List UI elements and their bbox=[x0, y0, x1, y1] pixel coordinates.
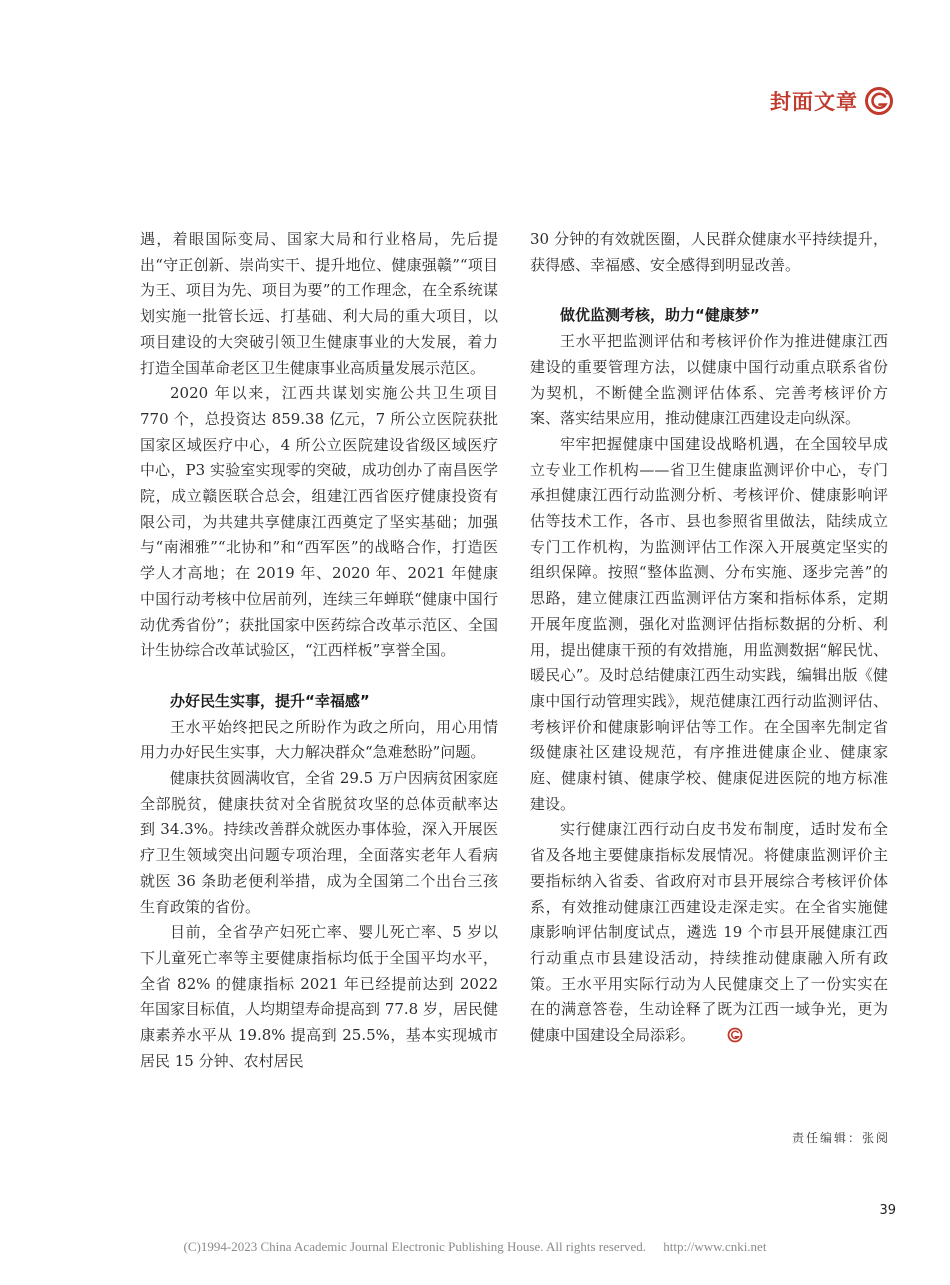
magazine-logo-icon bbox=[864, 86, 894, 116]
paragraph: 牢牢把握健康中国建设战略机遇，在全国较早成立专业工作机构——省卫生健康监测评价中心，专门承担健康江西行动监测分析、考核评价、健康影响评估等技术工作，各市、县也参照省里做法，陆续成立专门工作机构，为监测评估工作深入开展奠定坚实的组织保障。按照“整体监测、分布实施、逐步完善”的思路，建立健康江西监测评估方案和指标体系，定期开展年度监测，强化对监测评估指标数据的分析、利用，提出健康干预的有效措施，用监测数据“解民忧、暖民心”。及时总结健康江西生动实践，编辑出版《健康中国行动管理实践》，规范健康江西行动监测评估、考核评价和健康影响评估等工作。在全国率先制定省级健康社区建设规范，有序推进健康企业、健康家庭、健康村镇、健康学校、健康促进医院的地方标准建设。 bbox=[530, 434, 888, 813]
paragraph: 2020 年以来，江西共谋划实施公共卫生项目 770 个，总投资达 859.38 亿元，7 所公立医院获批国家区域医疗中心，4 所公立医院建设省级区域医疗中心，P3 实验室实现零的突破，成功创办了南昌医学院，成立赣医联合总会，组建江西省医疗健康投资有限公司，为共建共享健康江西奠定了坚实基础；加强与“南湘雅”“北协和”和“西军医”的战略合作，打造医学人才高地；在 2019 年、2020 年、2021 年健康中国行动考核中位居前列，连续三年蝉联“健康中国行动优秀省份”；获批国家中医药综合改革示范区、全国计生协综合改革试验区，“江西样板”享誉全国。 bbox=[140, 384, 498, 660]
paragraph: 健康扶贫圆满收官，全省 29.5 万户因病贫困家庭全部脱贫，健康扶贫对全省脱贫攻坚的总体贡献率达到 34.3%。持续改善群众就医办事体验，深入开展医疗卫生领域突出问题专项治理，全面落实老年人看病就医 36 条助老便利举措，成为全国第二个出台三孩生育政策的省份。 bbox=[140, 769, 498, 916]
article-column-left bbox=[140, 227, 498, 1075]
paragraph: 王水平把监测评估和考核评价作为推进健康江西建设的重要管理方法，以健康中国行动重点联系省份为契机，不断健全监测评估体系、完善考核评价方案、落实结果应用，推动健康江西建设走向纵深。 bbox=[530, 332, 888, 428]
paragraph: 王水平始终把民之所盼作为政之所向，用心用情用力办好民生实事，大力解决群众“急难愁盼”问题。 bbox=[140, 717, 498, 762]
article-column-right bbox=[530, 227, 888, 1052]
page-number: 39 bbox=[879, 1203, 896, 1218]
paragraph-text: 实行健康江西行动白皮书发布制度，适时发布全省及各地主要健康指标发展情况。将健康监测评价主要指标纳入省委、省政府对市县开展综合考核评价体系，有效推动健康江西建设走深走实。在全省实施健康影响评估制度试点，遴选 19 个市县开展健康江西行动重点市县建设活动，持续推动健康融入所有政策。王水平用实际行动为人民健康交上了一份实实在在的满意答卷，生动诠释了既为江西一域争光，更为健康中国建设全局添彩。 bbox=[530, 820, 888, 1045]
paragraph: 目前，全省孕产妇死亡率、婴儿死亡率、5 岁以下儿童死亡率等主要健康指标均低于全国平均水平，全省 82% 的健康指标 2021 年已经提前达到 2022 年国家目标值，人均期望寿命提高到 77.8 岁，居民健康素养水平从 19.8% 提高到 25.5%，基本实现城市居民 15 分钟、农村居民 bbox=[140, 923, 498, 1070]
section-heading: 做优监测考核，助力“健康梦” bbox=[560, 306, 760, 325]
paragraph bbox=[530, 817, 888, 1051]
copyright-text: (C)1994-2023 China Academic Journal Electronic Publishing House. All rights reserved. bbox=[183, 1239, 647, 1254]
end-mark-icon bbox=[697, 1026, 743, 1052]
copyright-footer bbox=[0, 1239, 950, 1255]
responsible-editor: 责任编辑：张阅 bbox=[791, 1131, 890, 1145]
section-title: 封面文章 bbox=[770, 90, 858, 114]
paragraph: 30 分钟的有效就医圈，人民群众健康水平持续提升，获得感、幸福感、安全感得到明显改善。 bbox=[530, 230, 888, 274]
section-heading: 办好民生实事，提升“幸福感” bbox=[170, 691, 370, 710]
footer-url: http://www.cnki.net bbox=[663, 1239, 767, 1254]
paragraph: 遇，着眼国际变局、国家大局和行业格局，先后提出“守正创新、崇尚实干、提升地位、健康强赣”“项目为王、项目为先、项目为要”的工作理念，在全系统谋划实施一批管长远、打基础、利大局的重大项目，以项目建设的大突破引领卫生健康事业的大发展，着力打造全国革命老区卫生健康事业高质量发展示范区。 bbox=[140, 230, 498, 377]
section-header bbox=[770, 86, 894, 116]
